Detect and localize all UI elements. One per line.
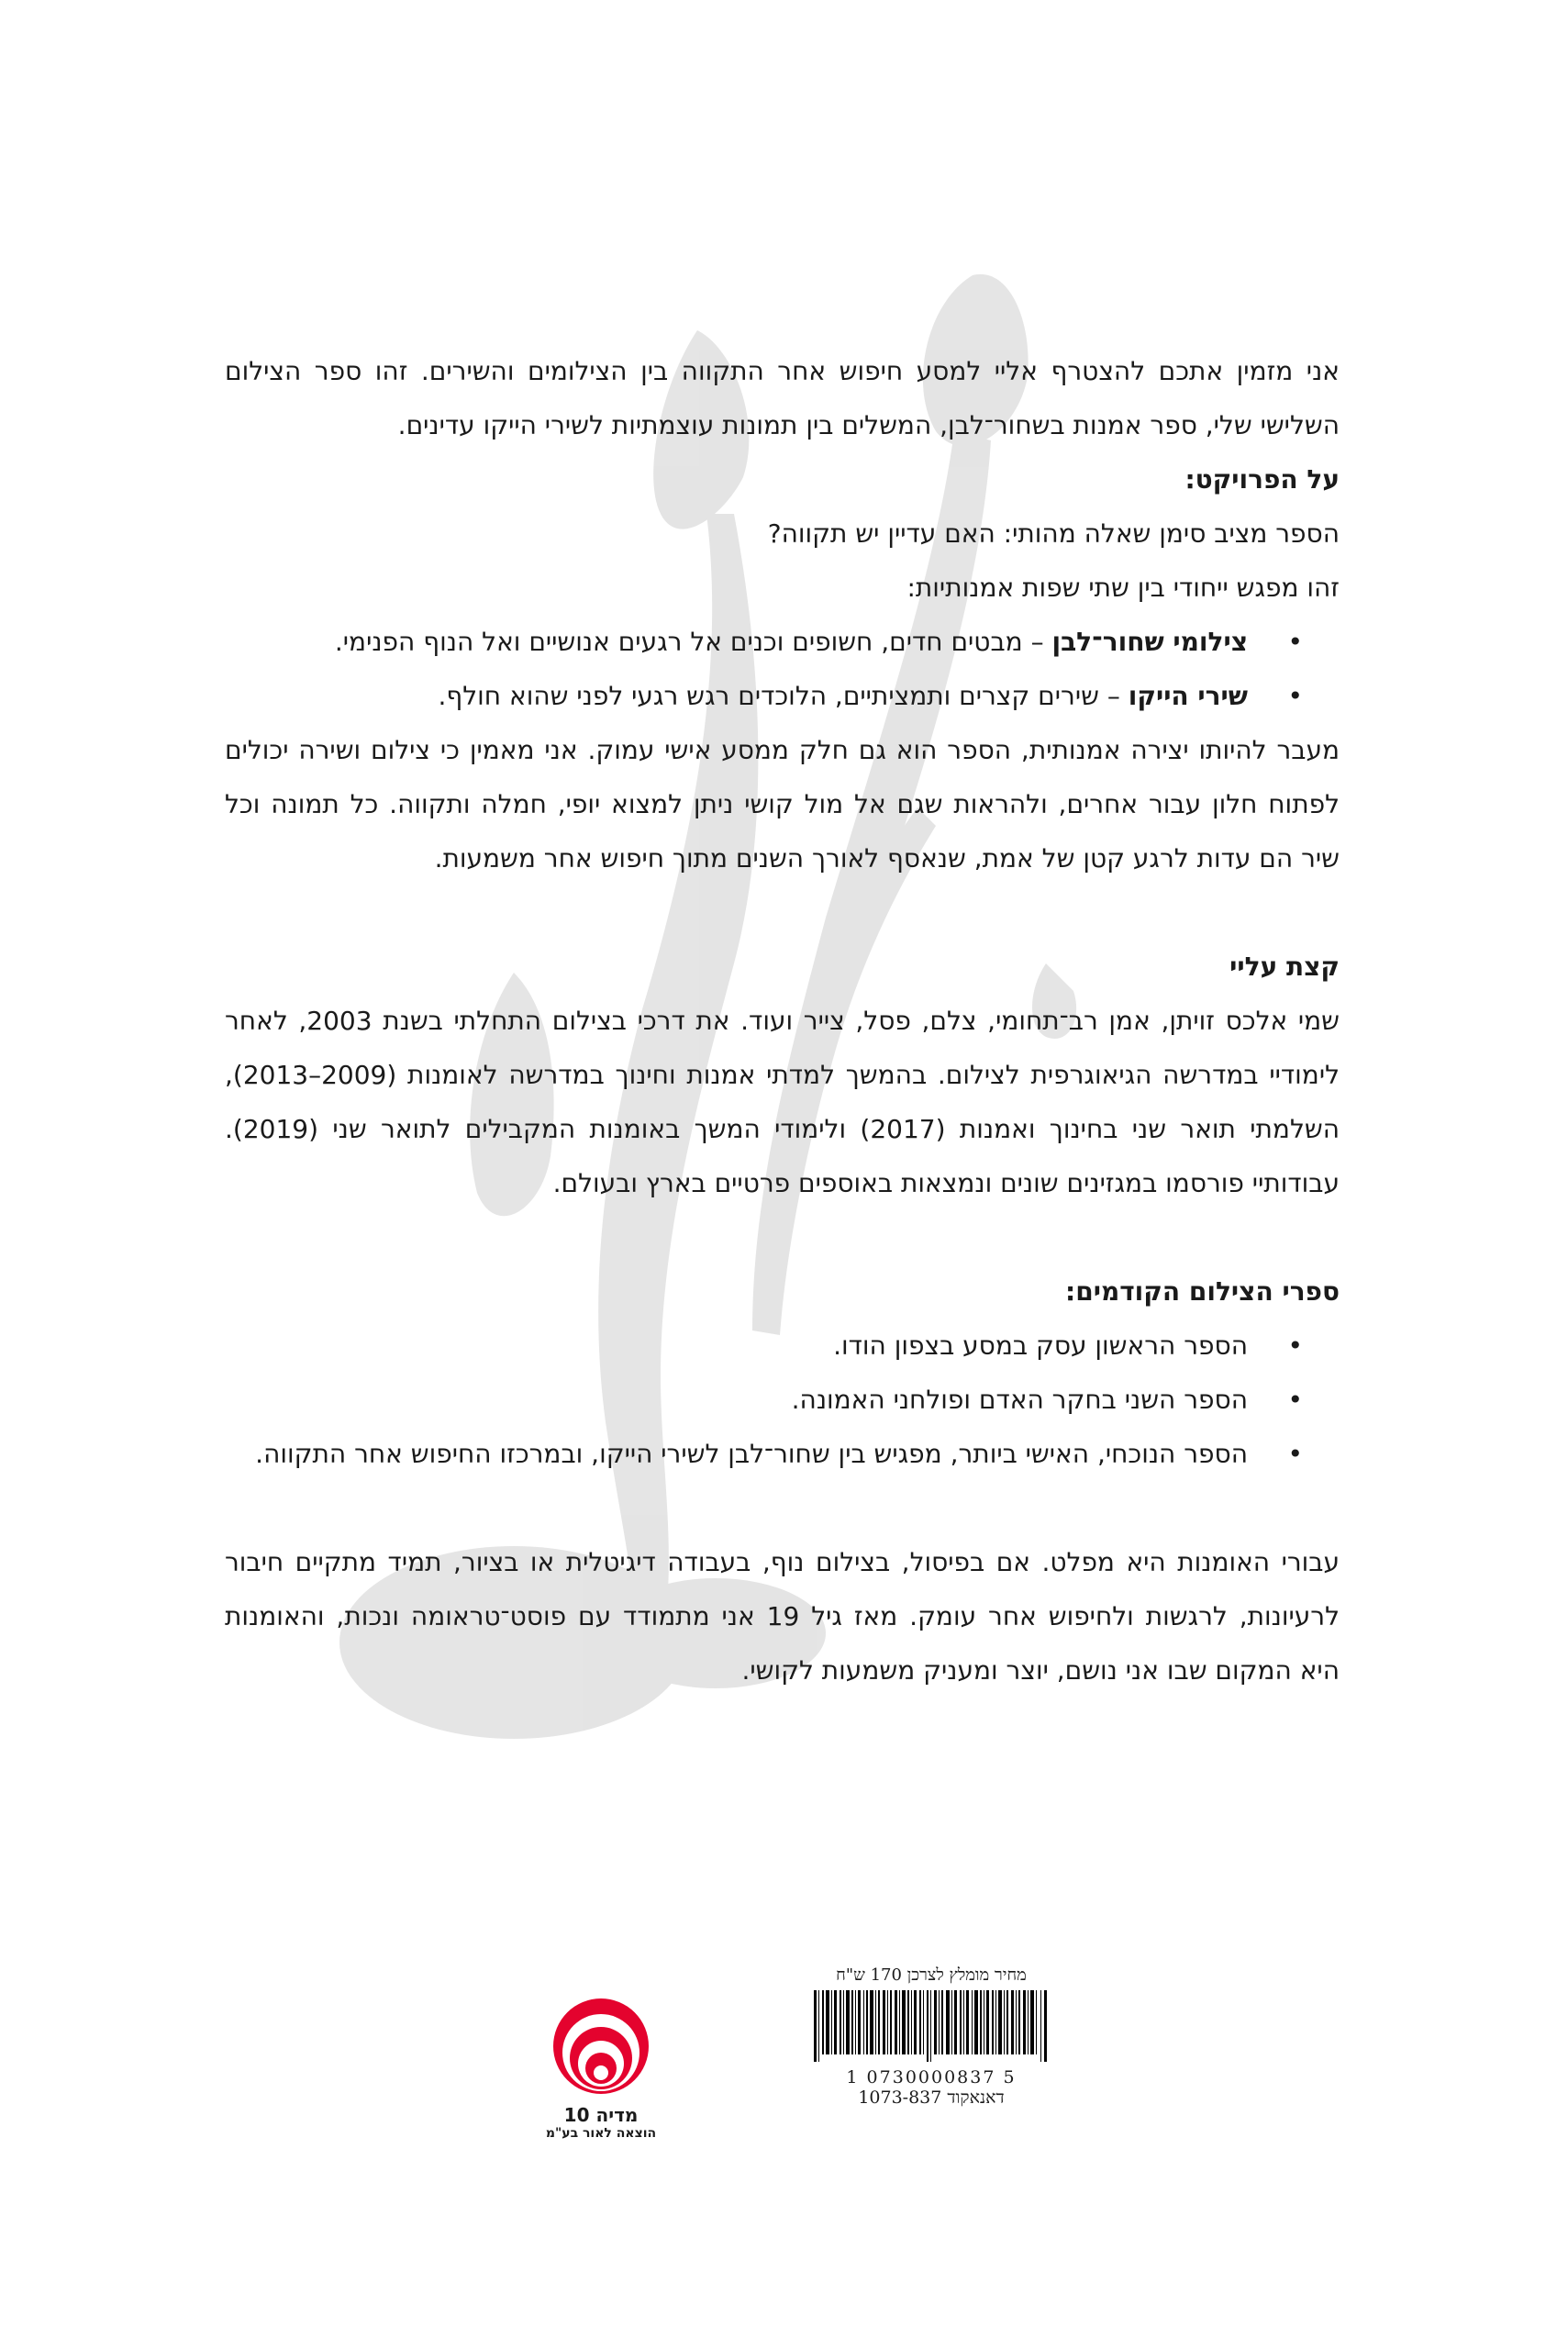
bullet-text: – שירים קצרים ותמציתיים, הלוכדים רגש רגעי לפני שהוא חולף. (438, 681, 1129, 711)
barcode-number: 1 0730000837 5 (846, 2067, 1017, 2087)
barcode-icon (812, 1990, 1051, 2062)
closing-paragraph: עבורי האומנות היא מפלט. אם בפיסול, בצילום נוף, בעבודה דיגיטלית או בציור, תמיד מתקיים חיבור לרעיונות, לרגשות ולחיפוש אחר עומק. מאז גיל 19 אני מתמודד עם פוסט־טראומה ונכות, והאומנות היא המקום שבו אני נושם, יוצר ומעניק משמעות לקושי. (225, 1547, 1340, 1686)
list-item (225, 615, 1340, 669)
list-item (225, 669, 1340, 723)
about-heading: קצת עליי (1229, 952, 1340, 982)
publisher-name: מדיה 10 (563, 2104, 639, 2126)
project-bullet-list (225, 615, 1340, 723)
list-item: • הספר השני בחקר האדם ופולחני האמונה. (225, 1373, 1340, 1427)
barcode-block (807, 1965, 1055, 2109)
previous-books-list (225, 1319, 1340, 1481)
bullet-text: – מבטים חדים, חשופים וכנים אל רגעים אנושיים ואל הנוף הפנימי. (334, 627, 1052, 657)
project-paragraph: מעבר להיותו יצירה אמנותית, הספר הוא גם חלק ממסע אישי עמוק. אני מאמין כי צילום ושירה יכולים לפתוח חלון עבור אחרים, ולהראות שגם אל מול קושי ניתן למצוא יופי, חמלה ותקווה. כל תמונה וכל שיר הם עדות לרגע קטן של אמת, שנאסף לאורך השנים מתוך חיפוש אחר משמעות. (225, 735, 1340, 874)
list-item: • הספר הראשון עסק במסע בצפון הודו. (225, 1319, 1340, 1373)
bullet-bold-term: צילומי שחור־לבן (1051, 627, 1248, 657)
list-item: • הספר הנוכחי, האישי ביותר, מפגיש בין שחור־לבן לשירי הייקו, ובמרכזו החיפוש אחר התקווה. (225, 1427, 1340, 1481)
bullet-bold-term: שירי הייקו (1128, 681, 1248, 711)
publisher-tagline: הוצאה לאור בע"מ (545, 2126, 657, 2141)
project-intro-line: זהו מפגש ייחודי בין שתי שפות אמנותיות: (906, 573, 1340, 603)
back-cover-text (225, 344, 1340, 1698)
previous-books-heading: ספרי הצילום הקודמים: (1065, 1276, 1340, 1307)
target-circles-icon (550, 1996, 651, 2097)
intro-paragraph: אני מזמין אתכם להצטרף אליי למסע חיפוש אחר התקווה בין הצילומים והשירים. זהו ספר הצילום השלישי שלי, ספר אמנות בשחור־לבן, המשלים בין תמונות עוצמתיות לשירי הייקו עדינים. (225, 356, 1340, 440)
project-heading: על הפרויקט: (1184, 464, 1340, 495)
publisher-logo (541, 1996, 661, 2141)
price-label: מחיר מומלץ לצרכן 170 ש"ח (836, 1965, 1027, 1985)
project-question: הספר מציב סימן שאלה מהותי: האם עדיין יש תקווה? (767, 518, 1340, 549)
danacode-label: דאנאקוד 1073-837 (858, 2087, 1005, 2108)
about-paragraph: שמי אלכס זויתן, אמן רב־תחומי, צלם, פסל, צייר ועוד. את דרכי בצילום התחלתי בשנת 2003, לאחר לימודיי במדרשה הגיאוגרפית לצילום. בהמשך למדתי אמנות וחינוך במדרשה לאומנות (2009–2013), השלמתי תואר שני בחינוך ואמנות (2017) ולימודי המשך באומנות המקבילים לתואר שני (2019). עבודותיי פורסמו במגזינים שונים ונמצאות באוספים פרטיים בארץ ובעולם. (225, 1006, 1340, 1198)
